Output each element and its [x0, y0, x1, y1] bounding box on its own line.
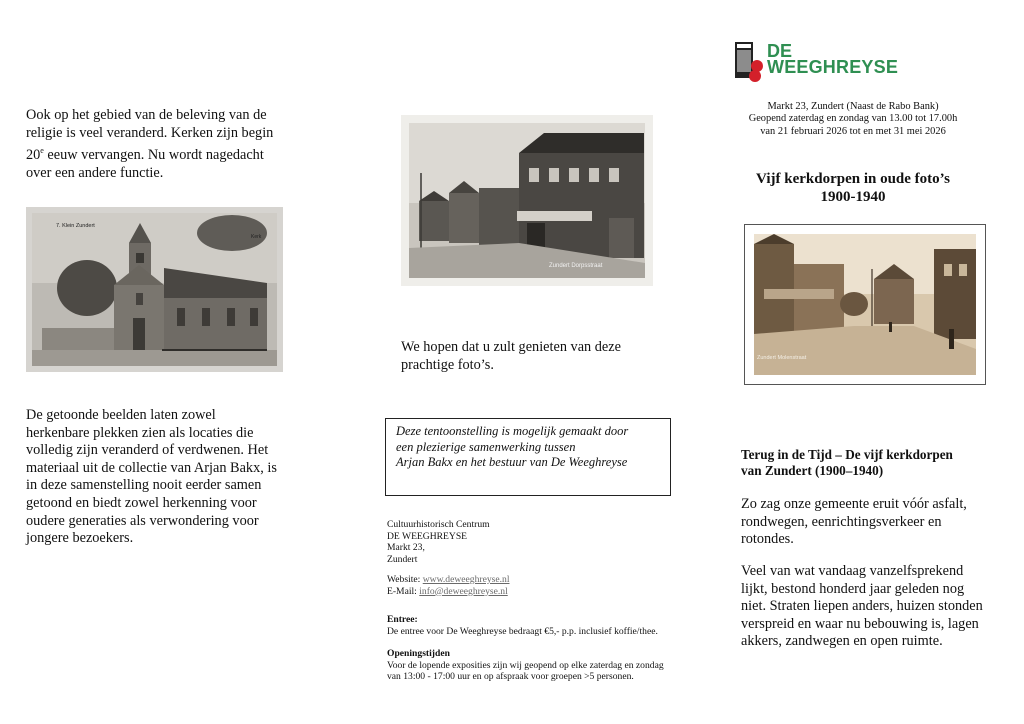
photo-molenstraat [744, 224, 986, 385]
address-block: Cultuurhistorisch Centrum DE WEEGHREYSE Markt 23, Zundert [387, 519, 490, 565]
email-link[interactable]: info@deweeghreyse.nl [419, 585, 508, 597]
opening-hours-block: Openingstijden Voor de lopende exposities zijn wij geopend op elke zaterdag en zondag van 13:00 - 17:00 uur en op afspraak voor groepen >5 personen. [387, 648, 707, 683]
section-subtitle: Terug in de Tijd – De vijf kerkdorpen van Zundert (1900–1940) [741, 447, 953, 478]
photo-klein-zundert-church [26, 207, 283, 372]
asphalt-paragraph: Zo zag onze gemeente eruit vóór asfalt, rondwegen, eenrichtingsverkeer en rotondes. [741, 496, 967, 548]
opening-hours-title: Openingstijden [387, 648, 450, 659]
street-photo [409, 123, 645, 278]
hope-paragraph: We hopen dat u zult genieten van deze prachtige foto’s. [401, 339, 621, 373]
contact-block: Website: www.deweeghreyse.nl E-Mail: info@deweeghreyse.nl [387, 574, 510, 597]
logo-emblem-icon [733, 38, 765, 84]
photo-subcaption: Kerk [251, 234, 262, 240]
entree-text: De entree voor De Weeghreyse bedraagt €5,- p.p. inclusief koffie/thee. [387, 625, 658, 637]
intro-paragraph: Ook op het gebied van de beleving van de religie is veel veranderd. Kerken zijn begin 20e eeuw vervangen. Nu wordt nagedacht over een andere functie. [26, 107, 274, 181]
entree-block [387, 614, 687, 637]
collection-paragraph: De getoonde beelden laten zowel herkenbare plekken zien als locaties die volledig zijn veranderd of verdwenen. Het materiaal uit de collectie van Arjan Bakx, is in deze samenstelling nooit eerder samen getoond en biedt zowel herkenning voor oudere generaties als verwondering voor jongere bezoekers. [26, 407, 277, 547]
molenstraat-photo [754, 234, 976, 375]
weeghreyse-logo [733, 38, 933, 84]
logo-name: WEEGHREYSE [767, 57, 899, 77]
acknowledgement-box: Deze tentoonstelling is mogelijk gemaakt door een plezierige samenwerking tussen Arjan Bakx en het bestuur van De Weeghreyse [385, 418, 671, 496]
museum-info: Markt 23, Zundert (Naast de Rabo Bank) Geopend zaterdag en zondag van 13.00 tot 17.00h van 21 februari 2026 tot en met 31 mei 2026 [748, 101, 958, 137]
entree-title: Entree: [387, 614, 418, 625]
website-link[interactable]: www.deweeghreyse.nl [422, 574, 510, 585]
photo-caption: Zundert Molenstraat [757, 355, 807, 361]
history-paragraph: Veel van wat vandaag vanzelfsprekend lijkt, bestond honderd jaar geleden nog niet. Straten liepen anders, huizen stonden verspreid en waar nu bebouwing is, lagen akkers, zandwegen en open ruimte. [741, 563, 983, 650]
logo-de: DE [767, 41, 793, 61]
photo-caption: 7. Klein Zundert [56, 223, 95, 229]
church-photo [32, 213, 277, 366]
photo-caption: Zundert Dorpsstraat [549, 263, 603, 269]
page-title: Vijf kerkdorpen in oude foto’s 1900-1940 [756, 171, 950, 205]
photo-dorpsstraat [401, 115, 653, 286]
